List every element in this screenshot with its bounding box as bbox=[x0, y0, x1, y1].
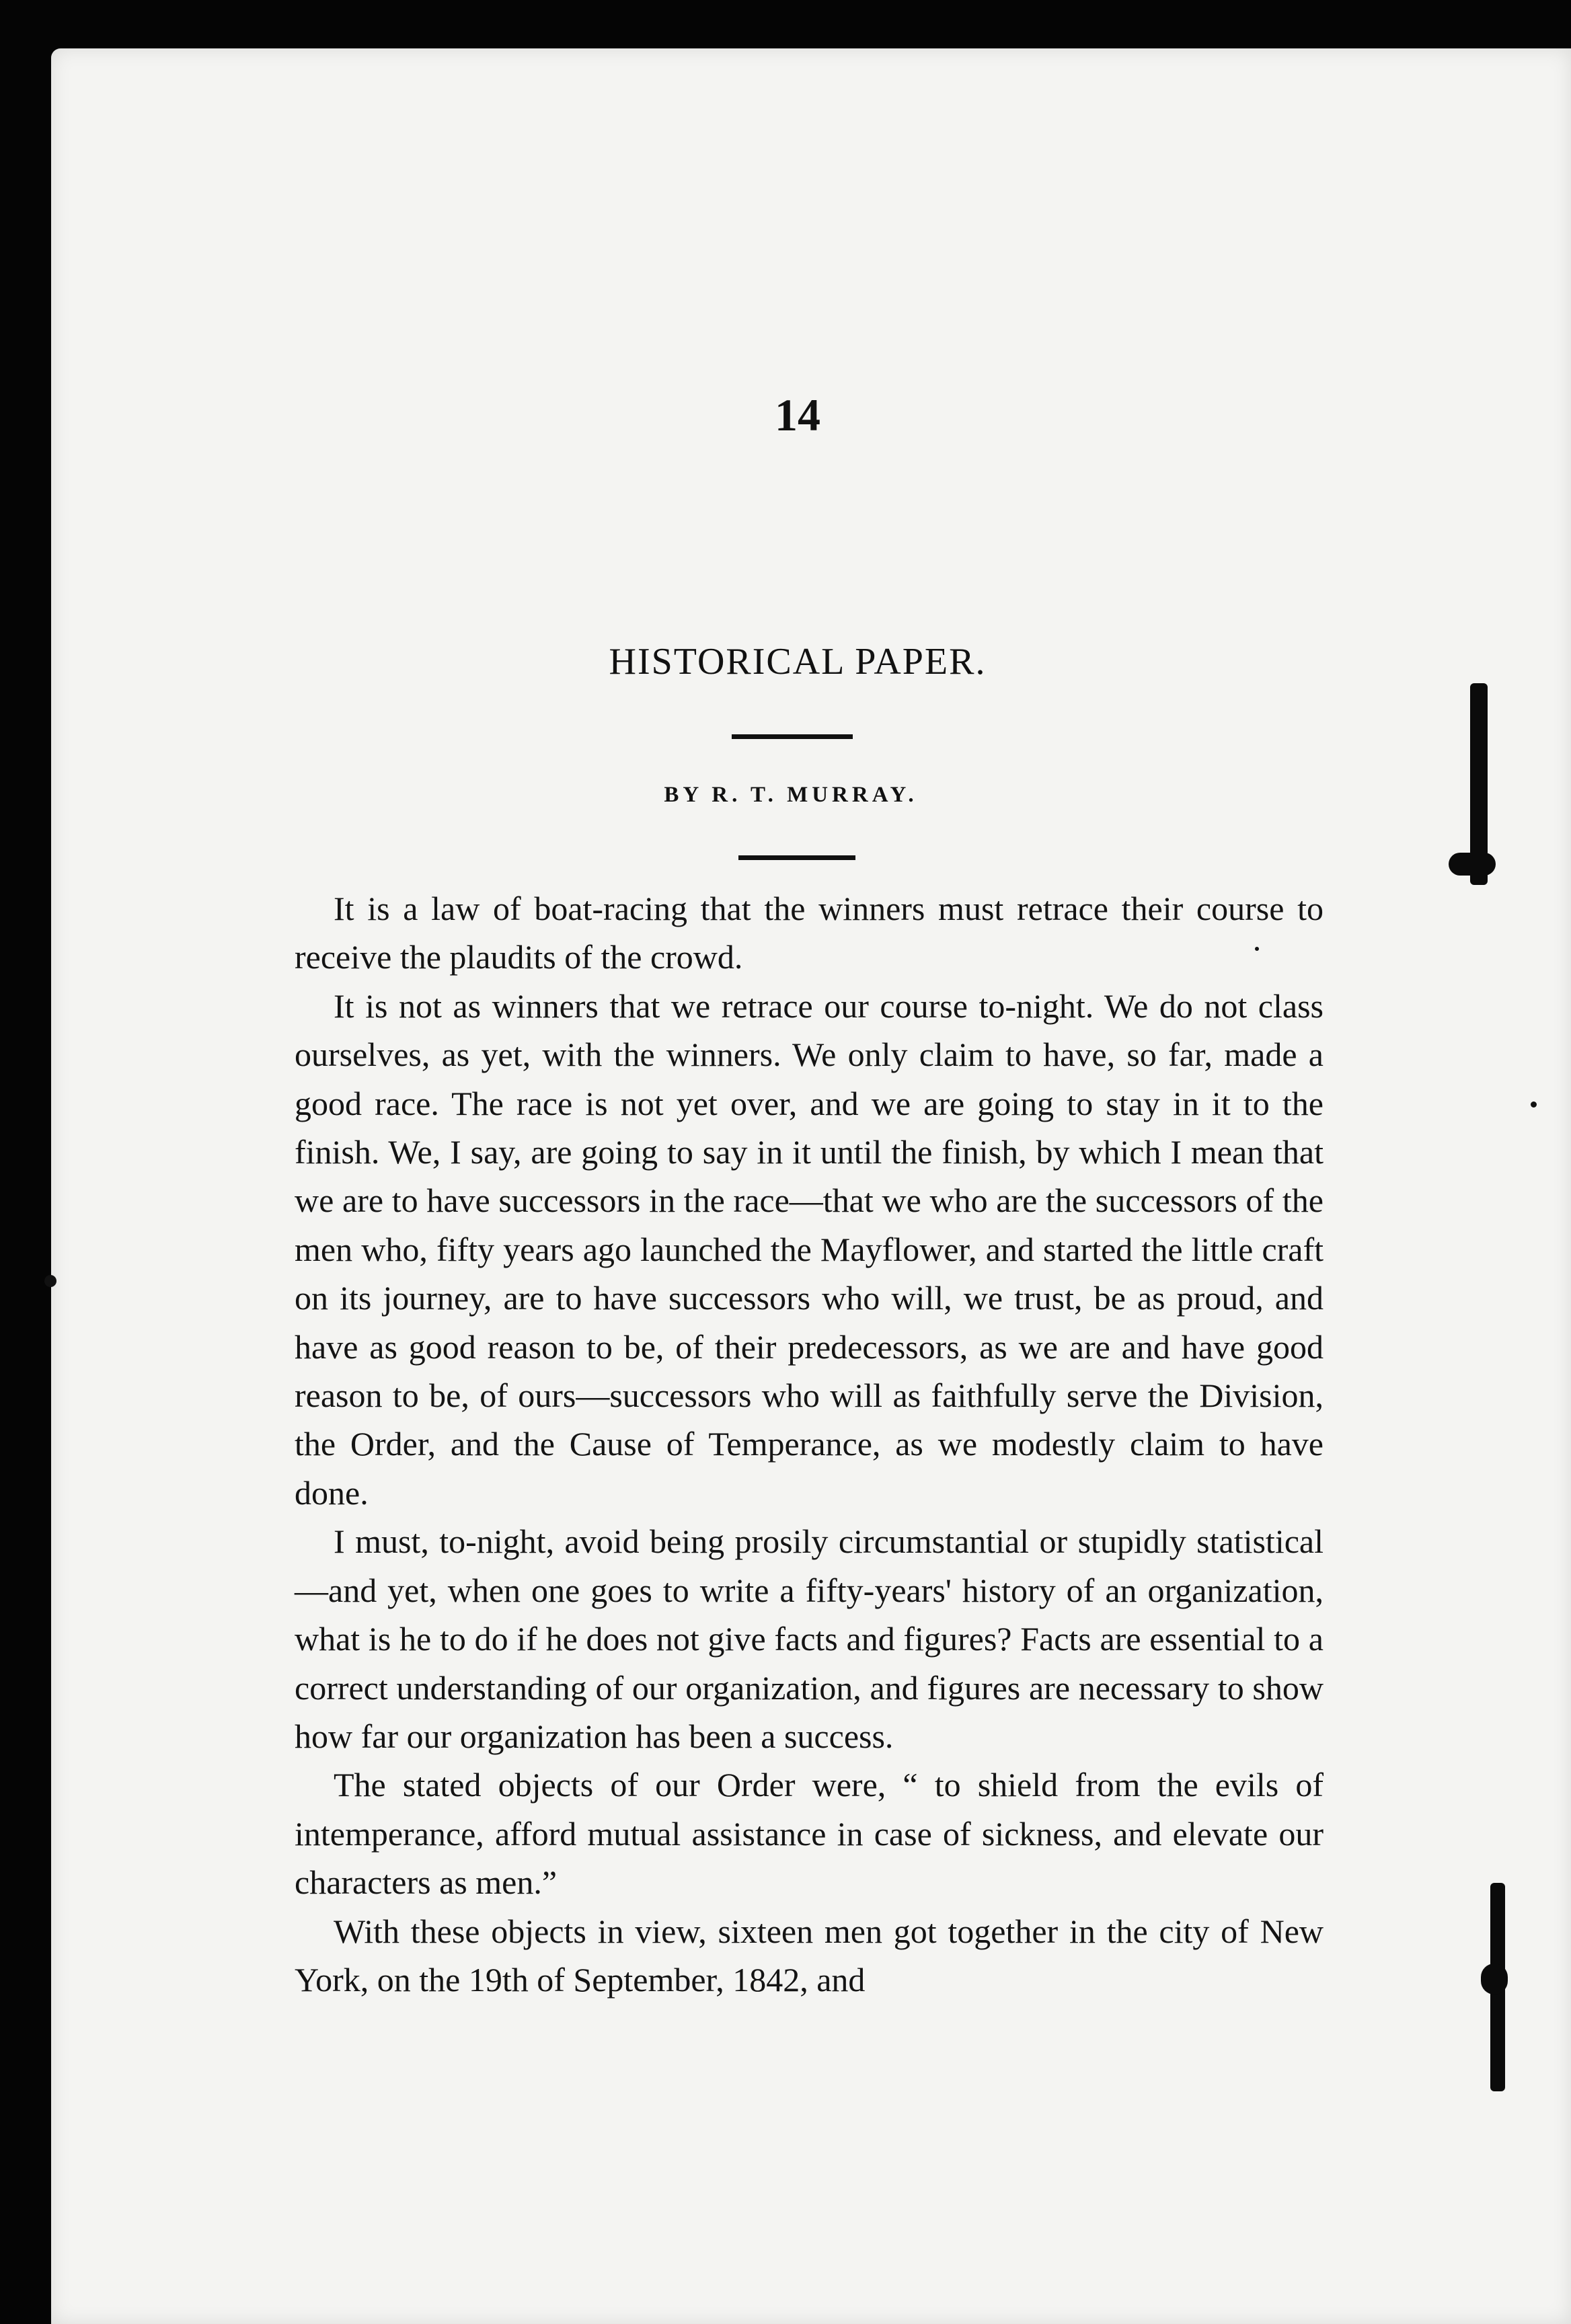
byline-rule bbox=[738, 855, 855, 860]
paragraph: It is not as winners that we retrace our course to-night. We do not class ourselves, as yet, with the winners. We only claim to have, so far, made a good race. The race is not yet over, and we are going to stay in it to the finish. We, I say, are going to say in it until the finish, by which I mean that we are to have successors in the race—that we who are the successors of the men who, fifty years ago launched the Mayflower, and started the little craft on its journey, are to have successors who will, we trust, be as proud, and have as good reason to be, of their predecessors, as we are and have good reason to be, of ours—successors who will as faithfully serve the Division, the Order, and the Cause of Temperance, as we modestly claim to have done. bbox=[295, 986, 1324, 1512]
paragraph: I must, to-night, avoid being prosily circumstantial or stupidly statistical—and yet, when one goes to write a fifty-years' history of an organization, what is he to do if he does not give facts and figures? Facts are essential to a correct understanding of our organization, and figures are necessary to show how far our organization has been a success. bbox=[295, 1522, 1324, 1755]
author-byline: BY R. T. MURRAY. bbox=[664, 783, 918, 807]
ink-speck bbox=[44, 1275, 56, 1287]
title-rule bbox=[732, 734, 853, 739]
binding-mark bbox=[1449, 853, 1496, 876]
ink-speck bbox=[1531, 1101, 1537, 1108]
paragraph: The stated objects of our Order were, “ to shield from the evils of intemperance, afford mutual assistance in case of sickness, and elevate our characters as men.” bbox=[295, 1766, 1324, 1902]
page-number: 14 bbox=[775, 389, 820, 440]
paragraph: It is a law of boat-racing that the winners must retrace their course to receive the plaudits of the crowd. bbox=[295, 890, 1324, 976]
article-body bbox=[295, 884, 1324, 2004]
book-page bbox=[51, 48, 1571, 2324]
page-title: HISTORICAL PAPER. bbox=[609, 641, 987, 683]
binding-mark bbox=[1481, 1964, 1508, 1994]
paragraph: With these objects in view, sixteen men got together in the city of New York, on the 19th of September, 1842, and bbox=[295, 1912, 1324, 1999]
ink-speck bbox=[1255, 947, 1259, 951]
